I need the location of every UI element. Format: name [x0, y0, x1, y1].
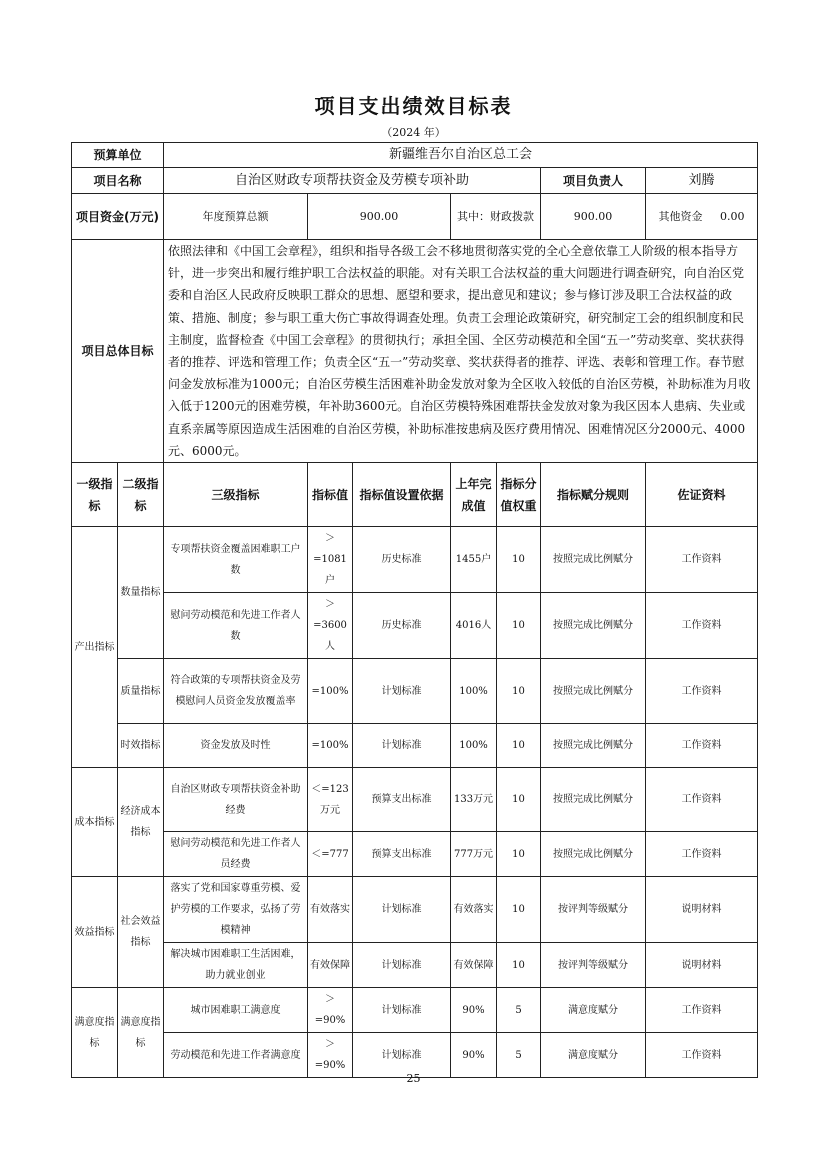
page-number: 25: [406, 1072, 421, 1085]
sub-social-benefit: 社会效益指标: [118, 877, 164, 988]
page-title: 项目支出绩效目标表: [314, 94, 513, 118]
last-year-value: 100%: [451, 659, 497, 724]
project-owner-label: 项目负责人: [541, 168, 646, 194]
indicator: 解决城市困难职工生活困难，助力就业创业: [164, 943, 308, 988]
scoring-rule: 按照完成比例赋分: [541, 593, 646, 659]
last-year-value: 有效落实: [451, 877, 497, 943]
budget-unit-value: 新疆维吾尔自治区总工会: [164, 143, 758, 168]
table-row: [72, 832, 758, 877]
last-year-value: 有效保障: [451, 943, 497, 988]
last-year-value: 90%: [451, 1033, 497, 1078]
indicator-basis: 预算支出标准: [353, 832, 451, 877]
table-row: [72, 724, 758, 768]
indicator: 自治区财政专项帮扶资金补助经费: [164, 768, 308, 832]
scoring-rule: 按照完成比例赋分: [541, 724, 646, 768]
other-funds: [646, 194, 758, 240]
header-level2: 二级指标: [118, 463, 164, 527]
weight: 10: [497, 943, 541, 988]
group-output: 产出指标: [72, 527, 118, 768]
sub-economic-cost: 经济成本指标: [118, 768, 164, 877]
budget-unit-label: 预算单位: [72, 143, 164, 168]
budget-unit-row: [72, 143, 758, 168]
goal-row: [72, 240, 758, 463]
other-funds-value: 0.00: [720, 209, 745, 223]
indicator-value: 有效落实: [308, 877, 353, 943]
scoring-rule: 满意度赋分: [541, 988, 646, 1033]
scoring-rule: 按照完成比例赋分: [541, 659, 646, 724]
year-label: （2024 年）: [381, 126, 446, 139]
evidence: 说明材料: [646, 943, 758, 988]
evidence: 工作资料: [646, 724, 758, 768]
evidence: 工作资料: [646, 527, 758, 593]
indicator: 符合政策的专项帮扶资金及劳模慰问人员资金发放覆盖率: [164, 659, 308, 724]
sub-quantity: 数量指标: [118, 527, 164, 659]
weight: 10: [497, 659, 541, 724]
project-name-value: 自治区财政专项帮扶资金及劳模专项补助: [164, 168, 541, 194]
header-level3: 三级指标: [164, 463, 308, 527]
weight: 10: [497, 832, 541, 877]
annual-budget-value: 900.00: [308, 194, 451, 240]
table-row: [72, 943, 758, 988]
last-year-value: 100%: [451, 724, 497, 768]
indicator-value: ＞=1081户: [308, 527, 353, 593]
weight: 10: [497, 593, 541, 659]
indicator-basis: 计划标准: [353, 877, 451, 943]
goal-text: 依照法律和《中国工会章程》，组织和指导各级工会不移地贯彻落实党的全心全意依靠工人阶级的根本指导方针，进一步突出和履行维护职工合法权益的职能。对有关职工合法权益的重大问题进行调查研究，向自治区党委和自治区人民政府反映职工群众的思想、愿望和要求，提出意见和建议；参与修订涉及职工合法权益的政策、措施、制度；参与职工重大伤亡事故得调查处理。负责工会理论政策研究，研究制定工会的组织制度和民主制度，监督检查《中国工会章程》的贯彻执行；承担全国、全区劳动模范和全国“五一”劳动奖章、奖状获得者的推荐、评选和管理工作；负责全区“五一”劳动奖章、奖状获得者的推荐、评选、表彰和管理工作。春节慰问金发放标准为1000元；自治区劳模生活困难补助金发放对象为全区收入较低的自治区劳模，补助标准为月收入低于1200元的困难劳模，年补助3600元。自治区劳模特殊困难帮扶金发放对象为我区因本人患病、失业或直系亲属等原因造成生活困难的自治区劳模，补助标准按患病及医疗费用情况、困难情况区分2000元、4000元、6000元。: [164, 240, 758, 463]
table-row: [72, 768, 758, 832]
header-weight: 指标分值权重: [497, 463, 541, 527]
weight: 10: [497, 768, 541, 832]
weight: 10: [497, 527, 541, 593]
indicator: 慰问劳动模范和先进工作者人员经费: [164, 832, 308, 877]
last-year-value: 777万元: [451, 832, 497, 877]
scoring-rule: 按评判等级赋分: [541, 943, 646, 988]
indicator: 慰问劳动模范和先进工作者人数: [164, 593, 308, 659]
header-row: [72, 463, 758, 527]
weight: 5: [497, 988, 541, 1033]
header-value: 指标值: [308, 463, 353, 527]
indicator: 资金发放及时性: [164, 724, 308, 768]
scoring-rule: 满意度赋分: [541, 1033, 646, 1078]
sub-timeliness: 时效指标: [118, 724, 164, 768]
evidence: 工作资料: [646, 988, 758, 1033]
goal-label: 项目总体目标: [72, 240, 164, 463]
last-year-value: 133万元: [451, 768, 497, 832]
evidence: 工作资料: [646, 768, 758, 832]
project-owner-value: 刘腾: [646, 168, 758, 194]
fiscal-label: 其中：财政拨款: [451, 194, 541, 240]
project-name-row: [72, 168, 758, 194]
indicator-basis: 历史标准: [353, 527, 451, 593]
indicator-value: ＞=90%: [308, 988, 353, 1033]
indicator-basis: 计划标准: [353, 1033, 451, 1078]
indicator-basis: 历史标准: [353, 593, 451, 659]
indicator-value: ＞=3600人: [308, 593, 353, 659]
indicator-basis: 计划标准: [353, 659, 451, 724]
indicator: 专项帮扶资金覆盖困难职工户数: [164, 527, 308, 593]
scoring-rule: 按照完成比例赋分: [541, 768, 646, 832]
indicator: 城市困难职工满意度: [164, 988, 308, 1033]
evidence: 工作资料: [646, 832, 758, 877]
indicator-value: ＜=123万元: [308, 768, 353, 832]
scoring-rule: 按评判等级赋分: [541, 877, 646, 943]
header-level1: 一级指标: [72, 463, 118, 527]
evidence: 工作资料: [646, 1033, 758, 1078]
table-row: [72, 527, 758, 593]
last-year-value: 1455户: [451, 527, 497, 593]
annual-budget-label: 年度预算总额: [164, 194, 308, 240]
scoring-rule: 按照完成比例赋分: [541, 527, 646, 593]
table-row: [72, 1033, 758, 1078]
table-row: [72, 593, 758, 659]
indicator-basis: 计划标准: [353, 988, 451, 1033]
other-funds-label: 其他资金: [658, 209, 703, 223]
indicator: 劳动模范和先进工作者满意度: [164, 1033, 308, 1078]
indicator-basis: 计划标准: [353, 724, 451, 768]
indicator-value: =100%: [308, 659, 353, 724]
header-evidence: 佐证资料: [646, 463, 758, 527]
header-basis: 指标值设置依据: [353, 463, 451, 527]
weight: 10: [497, 724, 541, 768]
last-year-value: 90%: [451, 988, 497, 1033]
performance-table: [71, 142, 758, 1078]
scoring-rule: 按照完成比例赋分: [541, 832, 646, 877]
table-row: [72, 877, 758, 943]
weight: 10: [497, 877, 541, 943]
sub-quality: 质量指标: [118, 659, 164, 724]
indicator: 落实了党和国家尊重劳模、爱护劳模的工作要求，弘扬了劳模精神: [164, 877, 308, 943]
indicator-value: =100%: [308, 724, 353, 768]
evidence: 工作资料: [646, 593, 758, 659]
indicator-value: 有效保障: [308, 943, 353, 988]
weight: 5: [497, 1033, 541, 1078]
header-last-year: 上年完成值: [451, 463, 497, 527]
group-cost: 成本指标: [72, 768, 118, 877]
indicator-basis: 预算支出标准: [353, 768, 451, 832]
sub-satisfaction: 满意度指标: [118, 988, 164, 1078]
evidence: 工作资料: [646, 659, 758, 724]
table-row: [72, 659, 758, 724]
funds-row: [72, 194, 758, 240]
group-satisfaction: 满意度指标: [72, 988, 118, 1078]
last-year-value: 4016人: [451, 593, 497, 659]
funds-label: 项目资金(万元): [72, 194, 164, 240]
indicator-value: ＞=90%: [308, 1033, 353, 1078]
indicator-basis: 计划标准: [353, 943, 451, 988]
project-name-label: 项目名称: [72, 168, 164, 194]
table-row: [72, 988, 758, 1033]
indicator-value: ＜=777: [308, 832, 353, 877]
evidence: 说明材料: [646, 877, 758, 943]
header-rule: 指标赋分规则: [541, 463, 646, 527]
group-benefit: 效益指标: [72, 877, 118, 988]
fiscal-value: 900.00: [541, 194, 646, 240]
